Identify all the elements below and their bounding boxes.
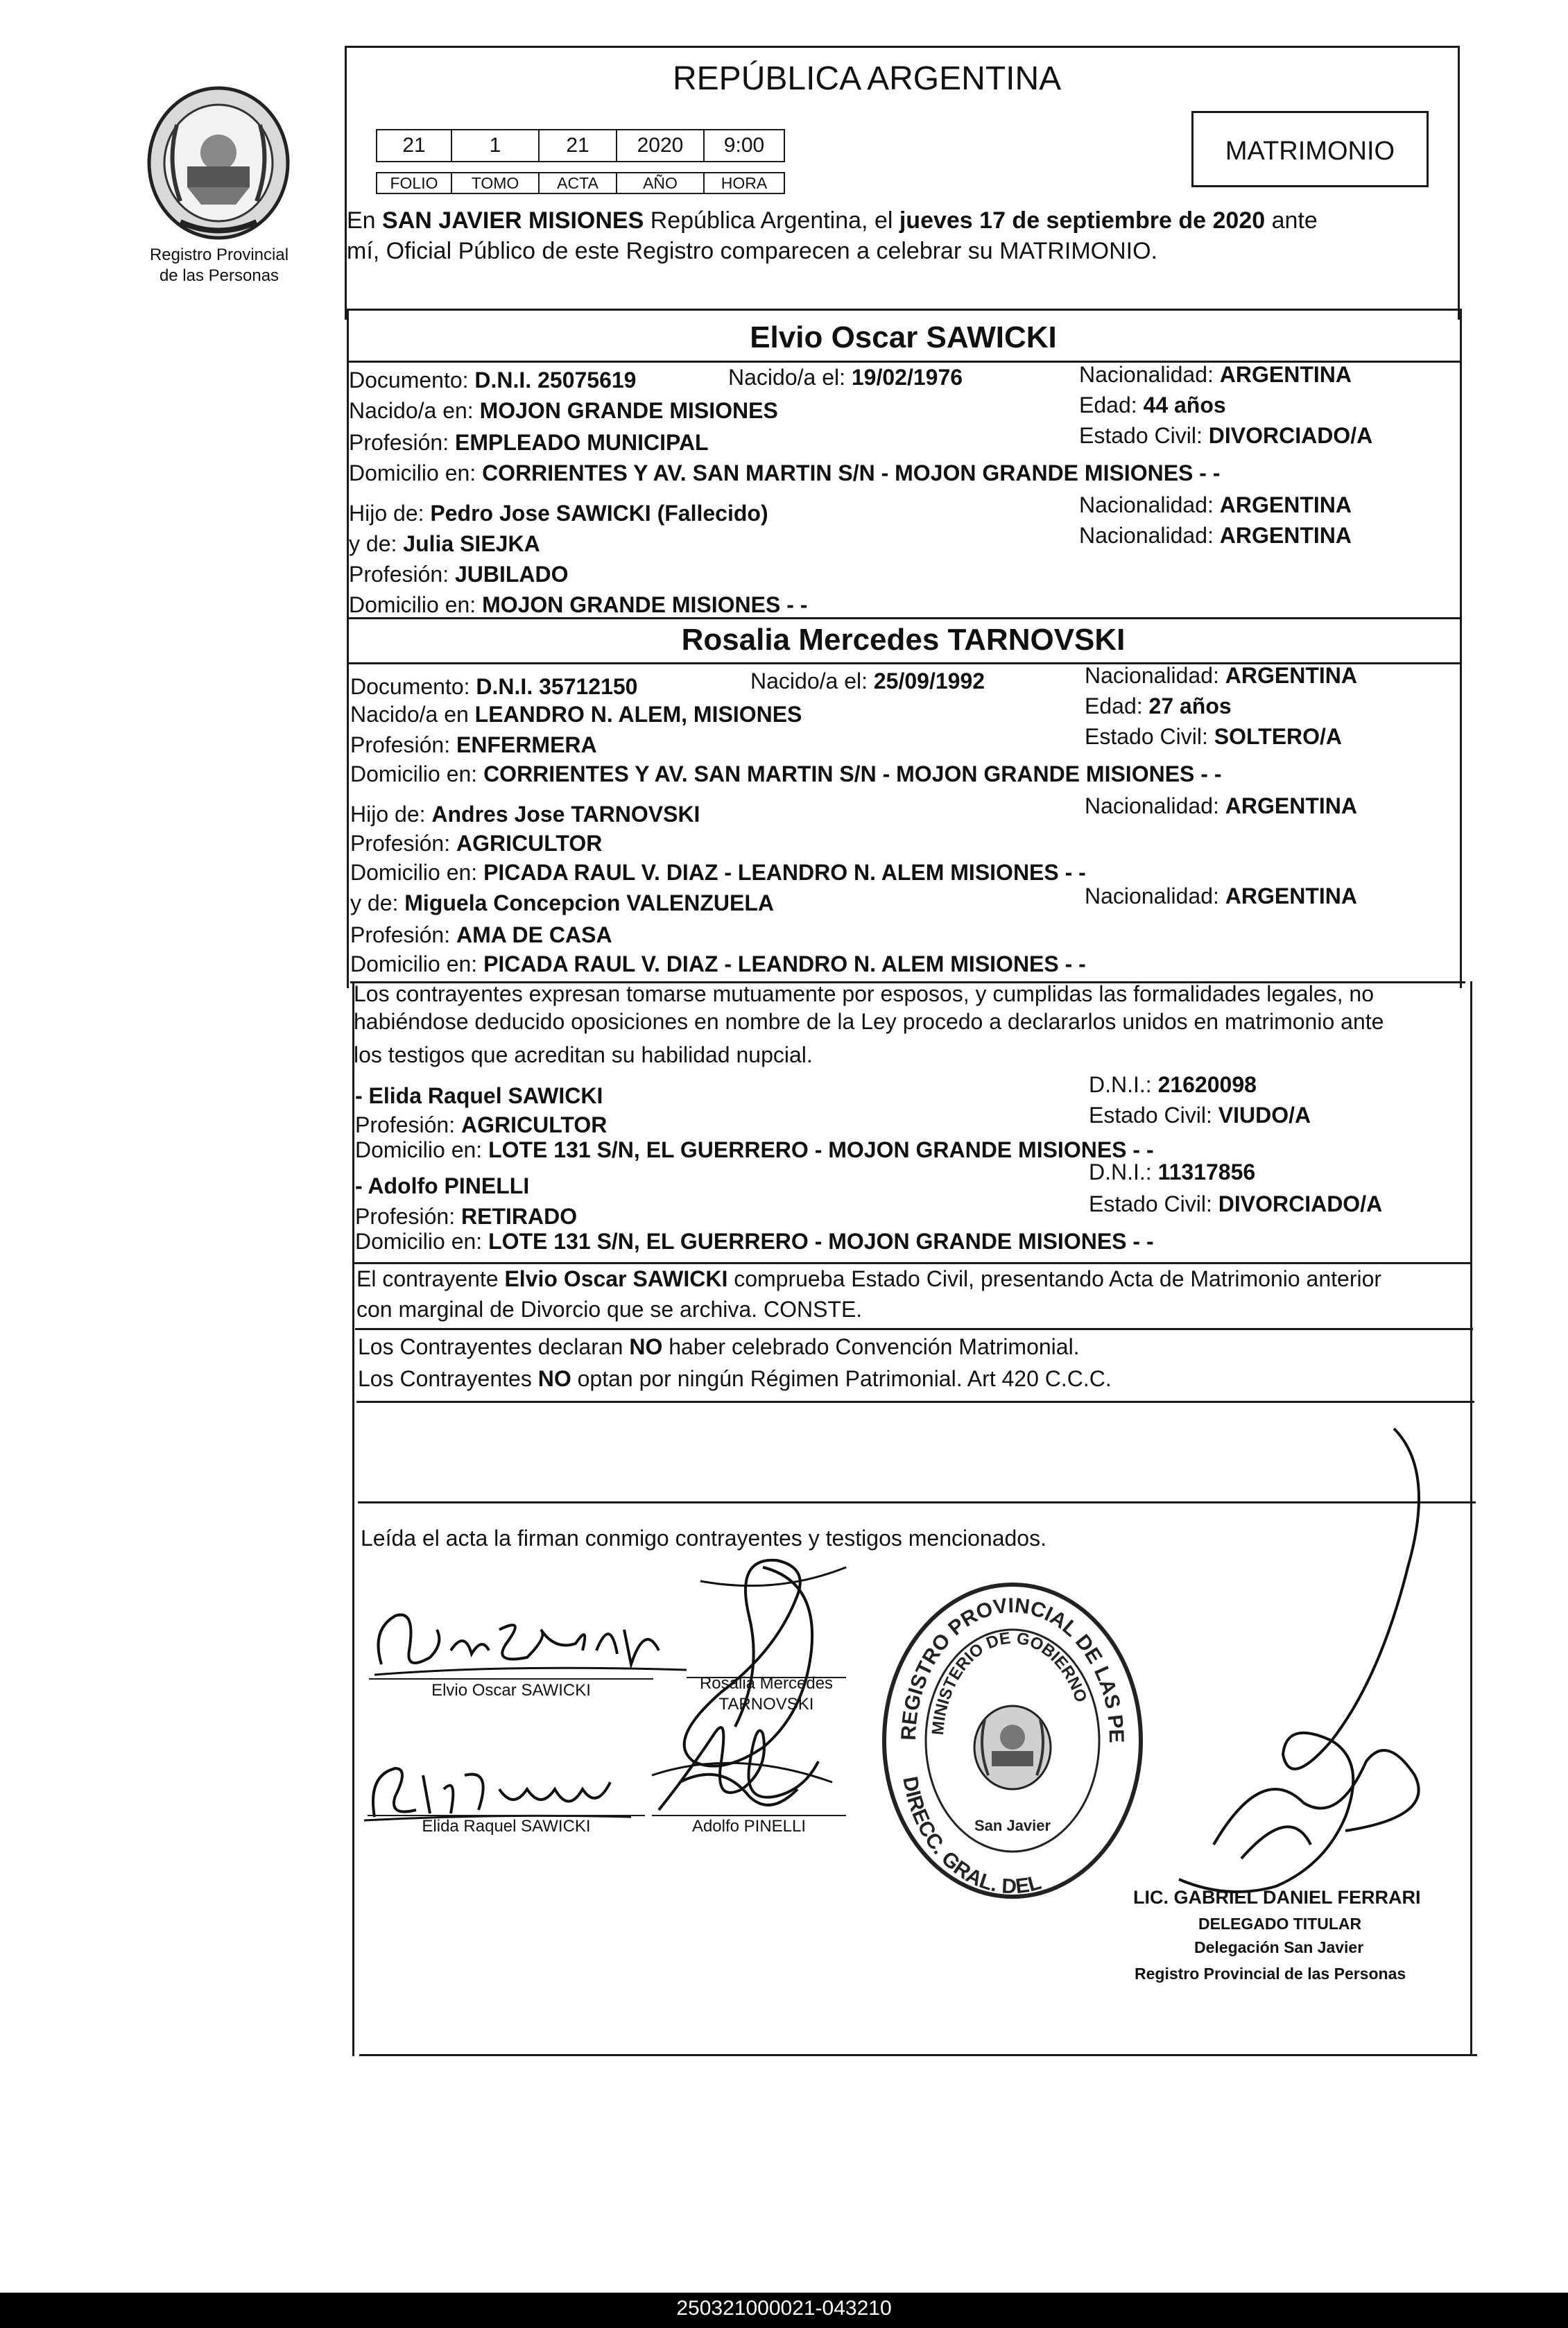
label-y-de: y de: <box>349 531 404 556</box>
declaration-line-2: habiéndose deducido oposiciones en nombre de la Ley procedo a declararlos unidos en matrimonio ante <box>354 1009 1384 1034</box>
spouse2-nacido-en <box>350 702 802 727</box>
spouse2-documento-value: D.N.I. 35712150 <box>476 674 638 699</box>
label-profesion: Profesión: <box>355 1112 461 1137</box>
spouse2-padre-nacionalidad-value: ARGENTINA <box>1225 793 1358 818</box>
witness2-estado-civil <box>1089 1191 1382 1216</box>
signature-caption-rosalia-1: Rosalia Mercedes <box>699 1674 834 1693</box>
frame-right-2 <box>1460 309 1462 988</box>
witness2-dni-value: 11317856 <box>1157 1159 1256 1184</box>
spouse1-padres-profesion <box>349 562 569 587</box>
seal-outer-bottom: DIRECC. GRAL. DEL <box>898 1775 1044 1899</box>
convention-l1-c: haber celebrado Convención Matrimonial. <box>662 1334 1080 1359</box>
document-frame-left <box>345 46 347 320</box>
spouse1-nacido-el-value: 19/02/1976 <box>851 365 963 390</box>
spouse2-padre <box>350 802 700 827</box>
label-domicilio: Domicilio en: <box>350 951 484 976</box>
convention-line-2 <box>358 1366 1112 1391</box>
divider-note <box>354 1262 1472 1264</box>
document-frame-top <box>345 46 1460 48</box>
registry-hora-label: HORA <box>703 172 785 194</box>
label-nacido-el: Nacido/a el: <box>750 669 874 693</box>
spouse2-documento <box>350 674 637 699</box>
spouse2-nacido-en-value: LEANDRO N. ALEM, MISIONES <box>474 702 802 727</box>
spouse1-profesion <box>349 430 709 455</box>
label-domicilio: Domicilio en: <box>350 860 484 885</box>
frame-left-4 <box>359 2054 361 2056</box>
label-nacionalidad: Nacionalidad: <box>1085 663 1225 688</box>
logo-caption-line2: de las Personas <box>159 266 279 285</box>
spouse2-madre <box>350 890 774 915</box>
declaration-line-1: Los contrayentes expresan tomarse mutuamente por esposos, y cumplidas las formalidades legales, no <box>354 981 1374 1006</box>
label-y-de: y de: <box>350 890 405 915</box>
officer-title: DELEGADO TITULAR <box>1198 1915 1362 1933</box>
spouse1-edad <box>1079 393 1226 417</box>
spouse1-domicilio <box>349 460 1220 485</box>
spouse1-madre <box>349 531 540 556</box>
signature-caption-elida: Elida Raquel SAWICKI <box>422 1817 591 1836</box>
spouse2-padre-profesion-value: AGRICULTOR <box>456 831 603 856</box>
declaration-line-3: los testigos que acreditan su habilidad nupcial. <box>354 1042 813 1067</box>
label-domicilio: Domicilio en: <box>349 592 483 617</box>
intro-p1: En <box>347 207 383 234</box>
label-profesion: Profesión: <box>349 430 455 455</box>
divider-conventions <box>355 1328 1473 1330</box>
label-edad: Edad: <box>1079 393 1144 417</box>
label-documento: Documento: <box>349 368 475 393</box>
spouse2-profesion-value: ENFERMERA <box>456 732 597 757</box>
label-nacido-el: Nacido/a el: <box>728 365 852 390</box>
divider-blank <box>356 1401 1474 1403</box>
label-estado-civil: Estado Civil: <box>1089 1103 1218 1128</box>
registry-folio-value: 21 <box>376 129 452 162</box>
label-profesion: Profesión: <box>349 562 455 587</box>
intro-p2: República Argentina, el <box>644 207 899 234</box>
label-domicilio: Domicilio en: <box>349 460 483 485</box>
spouse1-padres-profesion-value: JUBILADO <box>454 562 569 587</box>
spouse2-estado-civil-value: SOLTERO/A <box>1214 724 1343 749</box>
label-nacionalidad: Nacionalidad: <box>1079 523 1220 548</box>
registry-hora-value: 9:00 <box>703 129 785 162</box>
witness1-profesion <box>355 1112 607 1137</box>
spouse1-padres-domicilio <box>349 592 807 617</box>
label-nacido-en: Nacido/a en <box>350 702 475 727</box>
civil-note-name: Elvio Oscar SAWICKI <box>504 1266 728 1291</box>
signature-caption-adolfo: Adolfo PINELLI <box>691 1817 807 1836</box>
spouse1-estado-civil <box>1079 423 1372 448</box>
label-profesion: Profesión: <box>350 831 456 856</box>
spouse1-nacionalidad <box>1079 362 1352 387</box>
province-logo <box>139 83 298 243</box>
label-profesion: Profesión: <box>350 922 456 947</box>
doc-type-box <box>1191 111 1429 187</box>
spouse1-estado-civil-value: DIVORCIADO/A <box>1208 423 1373 448</box>
witness2-profesion-value: RETIRADO <box>460 1204 578 1229</box>
label-profesion: Profesión: <box>355 1204 461 1229</box>
officer-name: LIC. GABRIEL DANIEL FERRARI <box>1133 1887 1421 1908</box>
convention-l2-b: NO <box>537 1366 571 1391</box>
spouse1-nacido-en <box>349 398 778 423</box>
label-domicilio: Domicilio en: <box>355 1137 489 1162</box>
intro-line-1 <box>347 207 1318 234</box>
doc-type-label: MATRIMONIO <box>1225 137 1395 166</box>
divider-header <box>345 309 1460 311</box>
spouse1-documento <box>349 368 636 393</box>
witness2-dni <box>1089 1159 1255 1184</box>
label-hijo-de: Hijo de: <box>349 501 431 526</box>
label-nacido-en: Nacido/a en: <box>349 398 480 423</box>
witness2-name: - Adolfo PINELLI <box>355 1173 530 1198</box>
spouse1-padres-domicilio-value: MOJON GRANDE MISIONES - - <box>482 592 808 617</box>
civil-note-p1: El contrayente <box>356 1266 505 1291</box>
label-edad: Edad: <box>1085 693 1149 718</box>
witness1-estado-civil <box>1089 1103 1311 1128</box>
spouse2-madre-domicilio-value: PICADA RAUL V. DIAZ - LEANDRO N. ALEM MISIONES - - <box>483 951 1086 976</box>
convention-l1-b: NO <box>629 1334 663 1359</box>
spouse2-edad-value: 27 años <box>1148 693 1232 718</box>
spouse1-padre-value: Pedro Jose SAWICKI (Fallecido) <box>430 501 768 526</box>
label-domicilio: Domicilio en: <box>355 1229 489 1254</box>
spouse2-name: Rosalia Mercedes TARNOVSKI <box>681 623 1126 657</box>
label-domicilio: Domicilio en: <box>350 761 484 786</box>
label-nacionalidad: Nacionalidad: <box>1079 362 1220 387</box>
spouse1-madre-nacionalidad <box>1079 523 1352 548</box>
intro-p3: ante <box>1265 207 1318 234</box>
civil-note-p2: comprueba Estado Civil, presentando Acta de Matrimonio anterior <box>727 1266 1382 1291</box>
spouse2-madre-nacionalidad <box>1085 883 1357 908</box>
label-documento: Documento: <box>350 674 476 699</box>
label-estado-civil: Estado Civil: <box>1079 423 1209 448</box>
registry-tomo-value: 1 <box>451 129 540 162</box>
convention-l1-a: Los Contrayentes declaran <box>358 1334 630 1359</box>
spouse2-padre-domicilio-value: PICADA RAUL V. DIAZ - LEANDRO N. ALEM MISIONES - - <box>483 860 1086 885</box>
seal-inner: MINISTERIO DE GOBIERNO <box>928 1628 1091 1736</box>
witness2-domicilio-value: LOTE 131 S/N, EL GUERRERO - MOJON GRANDE MISIONES - - <box>488 1229 1154 1254</box>
intro-place: SAN JAVIER MISIONES <box>382 207 644 234</box>
registry-anio-value: 2020 <box>616 129 705 162</box>
label-dni: D.N.I.: <box>1089 1072 1158 1097</box>
label-profesion: Profesión: <box>350 732 456 757</box>
registry-tomo-label: TOMO <box>451 172 540 194</box>
signature-officer <box>1137 1415 1463 1914</box>
logo-caption-line1: Registro Provincial <box>149 245 289 264</box>
spouse1-madre-value: Julia SIEJKA <box>403 531 540 556</box>
spouse2-madre-domicilio <box>350 951 1086 976</box>
frame-right-3 <box>1470 981 1472 2056</box>
witness1-dni-value: 21620098 <box>1157 1072 1257 1097</box>
spouse2-madre-profesion <box>350 922 612 947</box>
witness1-profesion-value: AGRICULTOR <box>460 1112 608 1137</box>
label-estado-civil: Estado Civil: <box>1085 724 1214 749</box>
label-nacionalidad: Nacionalidad: <box>1085 883 1225 908</box>
document-title: REPÚBLICA ARGENTINA <box>673 60 1062 97</box>
spouse2-nacionalidad-value: ARGENTINA <box>1225 663 1358 688</box>
signature-adolfo <box>645 1706 839 1824</box>
spouse2-padre-value: Andres Jose TARNOVSKI <box>431 802 700 827</box>
witness2-estado-civil-value: DIVORCIADO/A <box>1218 1191 1383 1216</box>
witness2-profesion <box>355 1204 577 1229</box>
label-nacionalidad: Nacionalidad: <box>1079 492 1220 517</box>
document-frame-bottom <box>359 2054 1477 2056</box>
civil-note-line-1 <box>356 1266 1381 1291</box>
spouse2-domicilio-value: CORRIENTES Y AV. SAN MARTIN S/N - MOJON GRANDE MISIONES - - <box>483 761 1222 786</box>
officer-office: Delegación San Javier <box>1194 1938 1364 1956</box>
intro-date: jueves 17 de septiembre de 2020 <box>899 207 1266 234</box>
signature-line-3 <box>368 1815 645 1816</box>
spouse2-nacido-el-value: 25/09/1992 <box>873 669 985 693</box>
spouse2-padre-nacionalidad <box>1085 793 1357 818</box>
witness1-dni <box>1089 1072 1257 1097</box>
spouse1-nacido-en-value: MOJON GRANDE MISIONES <box>479 398 778 423</box>
witness1-name: - Elida Raquel SAWICKI <box>355 1083 603 1108</box>
misiones-coat-of-arms-icon <box>139 83 298 243</box>
document-frame-right <box>1458 46 1460 320</box>
spouse1-nacido-el <box>728 365 963 390</box>
witness1-estado-civil-value: VIUDO/A <box>1218 1103 1311 1128</box>
svg-text:DIRECC. GRAL. DEL <box>898 1775 1044 1898</box>
spouse1-madre-nacionalidad-value: ARGENTINA <box>1219 523 1352 548</box>
spouse1-domicilio-value: CORRIENTES Y AV. SAN MARTIN S/N - MOJON GRANDE MISIONES - - <box>482 460 1221 485</box>
spouse2-domicilio <box>350 761 1221 786</box>
registry-acta-value: 21 <box>538 129 617 162</box>
spouse2-madre-value: Miguela Concepcion VALENZUELA <box>404 890 775 915</box>
spouse2-madre-nacionalidad-value: ARGENTINA <box>1225 883 1358 908</box>
closing-statement: Leída el acta la firman conmigo contrayentes y testigos mencionados. <box>361 1526 1046 1551</box>
spouse1-nacionalidad-value: ARGENTINA <box>1219 362 1352 387</box>
registry-folio-label: FOLIO <box>376 172 452 194</box>
label-hijo-de: Hijo de: <box>350 802 432 827</box>
spouse1-padre <box>349 501 768 526</box>
spouse1-padre-nacionalidad-value: ARGENTINA <box>1219 492 1352 517</box>
frame-left-3 <box>352 981 354 2056</box>
signature-line-4 <box>652 1815 846 1816</box>
spouse2-padre-profesion <box>350 831 602 856</box>
signature-line-1 <box>369 1678 653 1680</box>
seal-location: San Javier <box>974 1817 1051 1834</box>
officer-registry: Registro Provincial de las Personas <box>1135 1965 1406 1983</box>
witness1-domicilio-value: LOTE 131 S/N, EL GUERRERO - MOJON GRANDE MISIONES - - <box>488 1137 1154 1162</box>
official-seal <box>865 1556 1151 1907</box>
registry-acta-label: ACTA <box>538 172 617 194</box>
signature-caption-elvio: Elvio Oscar SAWICKI <box>431 1681 591 1700</box>
registry-anio-label: AÑO <box>616 172 705 194</box>
witness1-domicilio <box>355 1137 1154 1162</box>
spouse1-documento-value: D.N.I. 25075619 <box>474 368 637 393</box>
spouse2-nacionalidad <box>1085 663 1357 688</box>
witness2-domicilio <box>355 1229 1154 1254</box>
spouse1-edad-value: 44 años <box>1143 393 1226 417</box>
scan-footer-code: 250321000021-043210 <box>676 2297 892 2320</box>
spouse2-nacido-el <box>750 669 985 693</box>
divider-spouse2 <box>347 617 1462 619</box>
signature-caption-rosalia-2: TARNOVSKI <box>718 1695 814 1714</box>
label-dni: D.N.I.: <box>1089 1159 1158 1184</box>
spouse1-padre-nacionalidad <box>1079 492 1352 517</box>
spouse1-name: Elvio Oscar SAWICKI <box>750 320 1057 354</box>
seal-emblem-icon <box>974 1706 1051 1789</box>
spouse2-edad <box>1085 693 1232 718</box>
spouse1-profesion-value: EMPLEADO MUNICIPAL <box>454 430 709 455</box>
convention-l2-c: optan por ningún Régimen Patrimonial. Art 420 C.C.C. <box>571 1366 1112 1391</box>
label-nacionalidad: Nacionalidad: <box>1085 793 1225 818</box>
civil-note-line-2: con marginal de Divorcio que se archiva. CONSTE. <box>356 1297 863 1322</box>
seal-outer-top: REGISTRO PROVINCIAL DE LAS PERSONAS <box>865 1556 1128 1743</box>
spouse2-profesion <box>350 732 597 757</box>
spouse2-estado-civil <box>1085 724 1342 749</box>
spouse2-madre-profesion-value: AMA DE CASA <box>456 922 612 947</box>
convention-l2-a: Los Contrayentes <box>358 1366 538 1391</box>
convention-line-1 <box>358 1334 1080 1359</box>
label-estado-civil: Estado Civil: <box>1089 1191 1218 1216</box>
intro-line-2: mí, Oficial Público de este Registro comparecen a celebrar su MATRIMONIO. <box>347 238 1157 264</box>
spouse2-padre-domicilio <box>350 860 1086 885</box>
